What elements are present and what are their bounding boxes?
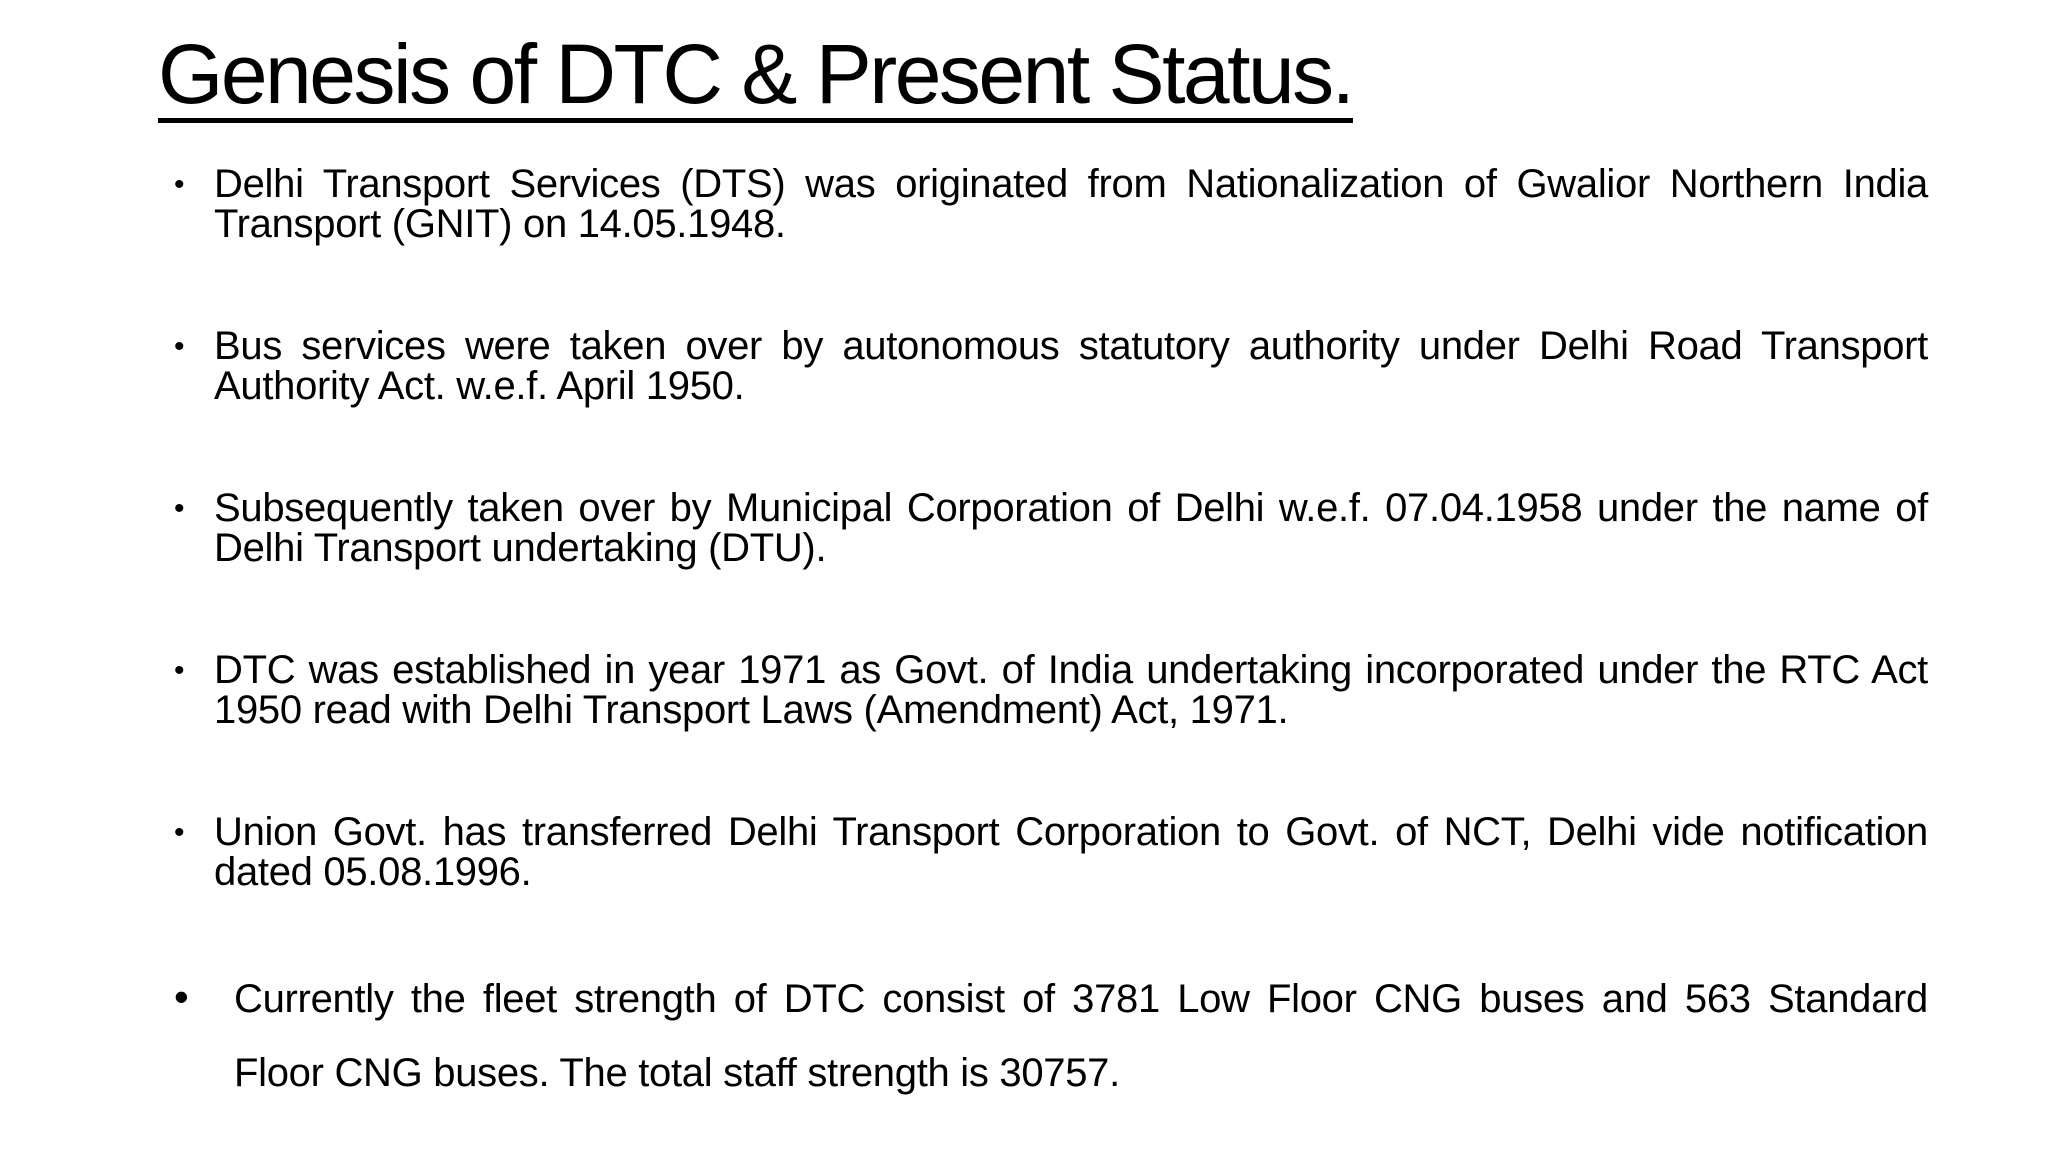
- bullet-dot-icon: •: [174, 654, 185, 687]
- bullet-dot-icon: •: [174, 168, 185, 201]
- bullet-dot-icon: •: [174, 816, 185, 849]
- bullet-text: Subsequently taken over by Municipal Corporation of Delhi w.e.f. 07.04.1958 under the name of Delhi Transport undertaking (DTU).: [214, 486, 1928, 570]
- bullet-dot-icon: •: [174, 973, 189, 1020]
- bullet-text: Delhi Transport Services (DTS) was originated from Nationalization of Gwalior Northern India Transport (GNIT) on 14.05.1948.: [214, 162, 1928, 246]
- bullet-text: DTC was established in year 1971 as Govt. of India undertaking incorporated under the RTC Act 1950 read with Delhi Transport Laws (Amendment) Act, 1971.: [214, 648, 1928, 732]
- slide-title: Genesis of DTC & Present Status.: [158, 27, 1353, 121]
- bullet-text: Union Govt. has transferred Delhi Transport Corporation to Govt. of NCT, Delhi vide notification dated 05.08.1996.: [214, 810, 1928, 894]
- bullet-dot-icon: •: [174, 492, 185, 525]
- bullet-text: Bus services were taken over by autonomous statutory authority under Delhi Road Transport Authority Act. w.e.f. April 1950.: [214, 324, 1928, 408]
- bullet-text: Currently the fleet strength of DTC consist of 3781 Low Floor CNG buses and 563 Standard Floor CNG buses. The total staff strength is 30757.: [234, 977, 1928, 1095]
- bullet-dot-icon: •: [174, 330, 185, 363]
